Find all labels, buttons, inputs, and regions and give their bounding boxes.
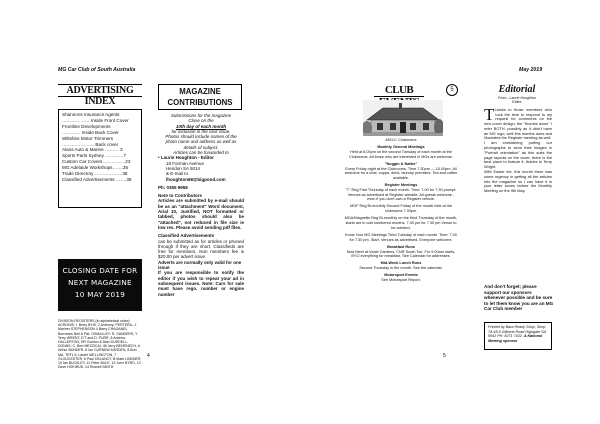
advertising-entry: Frontline Developments [62, 123, 111, 129]
advertising-entry: Shannons Insurance Agents [62, 112, 120, 117]
club-events-title: CLUB [374, 84, 424, 97]
mc-title-line-1: MAGAZINE [179, 87, 221, 96]
advertising-entry: ……………… Inside Front Cover [62, 117, 129, 123]
page-number-left: 4 [147, 353, 150, 359]
advertising-index-title: ADVERTISING INDEX [58, 84, 142, 97]
running-header-left: MG Car Club of South Australia [58, 67, 136, 73]
closing-date: 10 MAY 2019 [74, 290, 126, 299]
closing-date-banner [58, 259, 142, 311]
mc-phone: Ph: 0355 9958 [158, 184, 188, 190]
advertising-entry: ………… Inside Back Cover [62, 129, 119, 135]
printer-credit-box [484, 322, 552, 350]
event-heading: Breakfast Runs [387, 244, 415, 249]
printer-credit: Printed by Bara Ready Shop, Shop 7A 48-5 Gilberts Road Highgate SA 5062 PH: 8271 7422. [488, 325, 546, 339]
editorial-text [484, 105, 552, 194]
magazine-contributions-title [158, 84, 242, 110]
photo-caption: MGCC Clubrooms [385, 138, 417, 142]
mc-intro-line: for inclusion in the next issue. [171, 128, 231, 134]
mc-classified-bold: Adverts are normally only valid for one issue [158, 259, 242, 271]
closing-line-2: NEXT MAGAZINE [68, 278, 132, 287]
mc-editor-address: Hendon SA 5014 [166, 165, 201, 171]
advertising-entry: Custom Car Covers……………23 [62, 159, 131, 165]
mc-intro-line: details of subject. [183, 144, 219, 150]
advertising-entry: Classified Advertisements …….39 [62, 176, 132, 182]
event-heading: Register Meetings [384, 183, 418, 188]
printer-sponsor: A National Meeting sponsor [488, 334, 542, 343]
event-text: Second Thursday in the month. See the calendar. [359, 266, 443, 271]
mc-deadline: 10th day of each month [175, 123, 227, 129]
closing-line-1: CLOSING DATE FOR [62, 266, 138, 275]
mc-note-heading: Note to Contributors [158, 193, 202, 199]
club-events-body [344, 138, 458, 283]
editorial-title: Editorial [498, 84, 536, 95]
event-text: MGA/Magnette Reg Bi-monthly on the third Thursday of the month, starts are in odd numbered months, 7.30 pm for 7.30 pm Venue to be advised. [344, 216, 458, 230]
mc-editor-address: & E-mail to [166, 171, 189, 177]
mc-editor-label: • Laurie Houghton - Editor [158, 155, 214, 161]
editorial-byline [484, 96, 550, 105]
editorial-role: Editor [512, 100, 522, 105]
page-badge: 5 [446, 84, 458, 96]
mc-editor-address: 18 Forman Avenue [166, 160, 204, 166]
running-header-right: May 2019 [519, 67, 543, 73]
mc-intro-line: Photos should include names of the [165, 134, 237, 140]
mc-classified-heading: Classified Advertisements [158, 233, 215, 239]
page-number-right: 5 [443, 353, 446, 359]
mc-intro-line: Close on the [188, 118, 214, 124]
event-text: Know Your MG Meetings Third Tuesday of each month. Time: 7.00 for 7.30 pm. Start. Venues as advertised. Everyone welcome. [345, 232, 457, 242]
mc-classified-body: can be submitted as for articles or phoned through if they are short. Classifieds are free for members. Non members fee is $20.00 per advert issue. [158, 238, 244, 260]
event-text: MGF Reg Bi-monthly Second Friday of the month held at the clubrooms 7.30pm. [350, 204, 452, 214]
mc-intro-line: photo name and address as well as [165, 139, 237, 145]
sponsor-reminder: And don't forget; please support our sponsors whenever possible and be sure to let them know you are an MG Car Club member [484, 284, 554, 311]
magazine-contributions-body [158, 113, 244, 297]
editorial-paragraph: I am considering putting our photographs to send their images in "Portrait orientation" as this suits the page layouts on the cover, there is the best place to feature it, thanks to Terry Wright. [484, 140, 552, 169]
mc-title-line-2: CONTRIBUTIONS [167, 98, 233, 107]
advertising-entry: ………………… Back cover [62, 141, 119, 147]
advertising-entry: Wiltshire Motor Trimmers [62, 135, 114, 141]
mc-classified-end: If you are responsible to notify the editor if you wish to repeat your ad in subsequent issues. Note: Cars for sale must have rego. number or engine number [158, 270, 244, 297]
event-text: Now Meet at Veale Gardens, CNR South Tce. For 9.00am starts, BYO everything for breakfast. See Calendar for addresses. [346, 249, 456, 259]
advertising-entry: Trade Directory ………………38 [62, 171, 128, 177]
advertising-index-box [58, 109, 142, 208]
editorial-from: From...Laurie Houghton [498, 96, 536, 100]
mc-note-body: Articles are submitted by e-mail should be as an "attachment" Word document, Arial 10, Justified, NOT formatted or tabbed, photos should also be "attached", not reduced in file size ie low res. Please avoid sending pdf files. [158, 198, 244, 230]
event-heading: Motorsport Events [384, 273, 418, 278]
event-text: Held at 8.00pm on the second Tuesday of each month at the Clubrooms. All those who are interested in MGs are welcome. [349, 149, 453, 159]
event-heading: Mid-Week Lunch Runs [380, 261, 422, 266]
event-text: See Motorsport Report. [381, 278, 421, 283]
advertising-entry: Alans Auto & Marine ……… 3 [62, 147, 123, 153]
advertising-entry: MG Adelaide Workshops…….35 [62, 165, 129, 171]
mc-intro-line: Submissions for the magazine [170, 113, 232, 118]
advertising-entry: Sports Parts Sydney …………7 [62, 153, 127, 159]
editorial-paragraph: hanks to those members who took the time to respond to my request for comments on the new cover design, the "thumbs down" I refer BOTH, possibly as it didn't have an MG logo, well this months does and illustrates the Register meeting as well. [484, 107, 552, 141]
clubrooms-photo [363, 100, 443, 136]
mc-editor-email: lhoughton68@bigpond.com [166, 176, 226, 182]
event-heading: Monthly General Meetings [377, 145, 425, 150]
editorial-dropcap: T [484, 105, 495, 124]
event-heading: "Noggin & Natter" [384, 161, 418, 166]
mc-intro-line: Articles can be forwarded to [173, 150, 229, 156]
division-registers-text: DIVISION REGISTERS (in alphabetical order): ACRONIS: I. Berry B'HS, 2 Anthony; PERTERIL; J. Mariner STEPHENSON 4 Barry CHAGANEL Borrowes Neil & Pat. OSMALLEY: R. SANDERS, Y. Terry WRENT, D'T and D. PURR, 8 Andrew HALLERTON, HR Gordon & Alan DURDELL; DONNS: C. Bert MEZZICAI, 48 Jerry BEHRNECH, A Arthur BUNDER, 8 Ian CURNEW-KARDEN, 8 Bun MA. TEFL 6, Laurie WELLINGTON, 7 GLOUCESTER, 6 Paul DELANCY, B Mark LINDNER, 10 Ian BUCKLEY, 11 Peter BULE, 12 John BYRD, 13 Dave HOKIRUS, 14 Russell SMITH. [58, 319, 142, 370]
event-text: "T" Reg First Thursday of each month. Time: 7.00 for 7.30 prompt. Venues as advertised at Register website. All guests welcome - even if you don't own a Register vehicle. [345, 187, 457, 202]
event-text: Every Friday night at the Clubrooms. Time 7.30pm — 10.00pm. All welcome for a chat, cuppa, drink, laundry premises. Tea and coffee available. [344, 166, 458, 180]
editorial-paragraph: With Easter etc. this month there was some urgency in getting all the articles into the magazine so I can have it in your letter boxes before the Monthly Meeting on the 9th May. [484, 169, 552, 193]
